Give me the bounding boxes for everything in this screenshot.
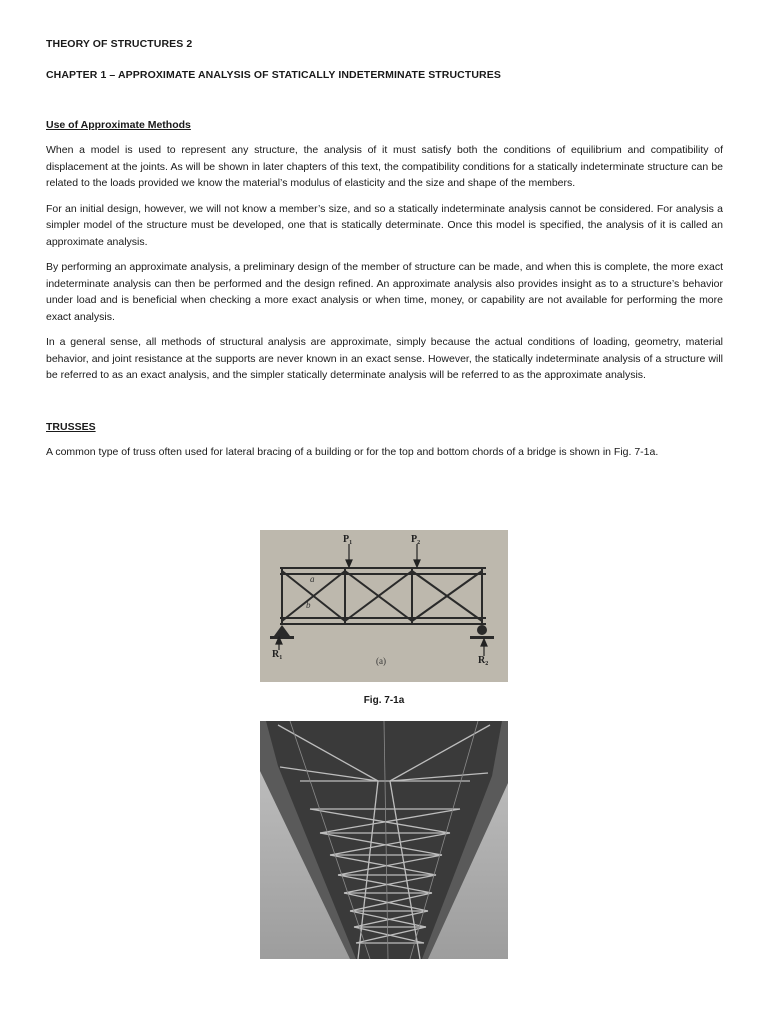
reaction-label-r1: $R_1$ bbox=[272, 649, 283, 661]
member-label-a: a bbox=[310, 574, 315, 584]
document-page bbox=[46, 38, 723, 460]
paragraph: For an initial design, however, we will not know a member’s size, and so a statically indeterminate analysis cannot be considered. For analysis a simpler model of the structure must be developed, one that is statically determinate. Once this model is specified, the analysis of it is called an approximate analysis. bbox=[46, 202, 723, 248]
section-heading-approximate-methods: Use of Approximate Methods bbox=[46, 119, 191, 131]
paragraph: When a model is used to represent any structure, the analysis of it must satisfy both the conditions of equilibrium and compatibility of displacement at the joints. As will be shown in later chapters of this text, the compatibility conditions for a statically indeterminate structure can be related to the loads provided we know the material’s modulus of elasticity and the size and shape of the members. bbox=[46, 144, 723, 189]
member-label-b: b bbox=[306, 600, 311, 610]
bridge-underside-photo bbox=[260, 721, 508, 959]
truss-diagram-figure bbox=[260, 530, 508, 682]
figure-subcaption: (a) bbox=[376, 656, 386, 666]
load-label-p2: $P_2$ bbox=[411, 534, 421, 546]
paragraph: In a general sense, all methods of structural analysis are approximate, simply because the actual conditions of loading, geometry, material behavior, and joint resistance at the supports are never known in an exact sense. However, the statically indeterminate analysis of a structure will be referred to as an exact analysis, and the simpler statically determinate analysis will be referred to as the approximate analysis. bbox=[46, 336, 723, 381]
reaction-label-r2: $R_2$ bbox=[478, 655, 489, 667]
load-label-p1: $P_1$ bbox=[343, 534, 353, 546]
figure-caption: Fig. 7-1a bbox=[363, 695, 405, 706]
course-title: THEORY OF STRUCTURES 2 bbox=[46, 38, 193, 50]
paragraph: By performing an approximate analysis, a preliminary design of the member of structure can be made, and when this is complete, the more exact indeterminate analysis can then be performed and the design refined. An approximate analysis also provides insight as to a structure’s behavior under load and is beneficial when checking a more exact analysis or when time, money, or capability are not available for performing the more exact analysis. bbox=[46, 261, 723, 323]
chapter-title: CHAPTER 1 – APPROXIMATE ANALYSIS OF STATICALLY INDETERMINATE STRUCTURES bbox=[46, 69, 501, 81]
section-heading-trusses: TRUSSES bbox=[46, 420, 96, 433]
paragraph: A common type of truss often used for lateral bracing of a building or for the top and bottom chords of a bridge is shown in Fig. 7-1a. bbox=[46, 445, 659, 458]
